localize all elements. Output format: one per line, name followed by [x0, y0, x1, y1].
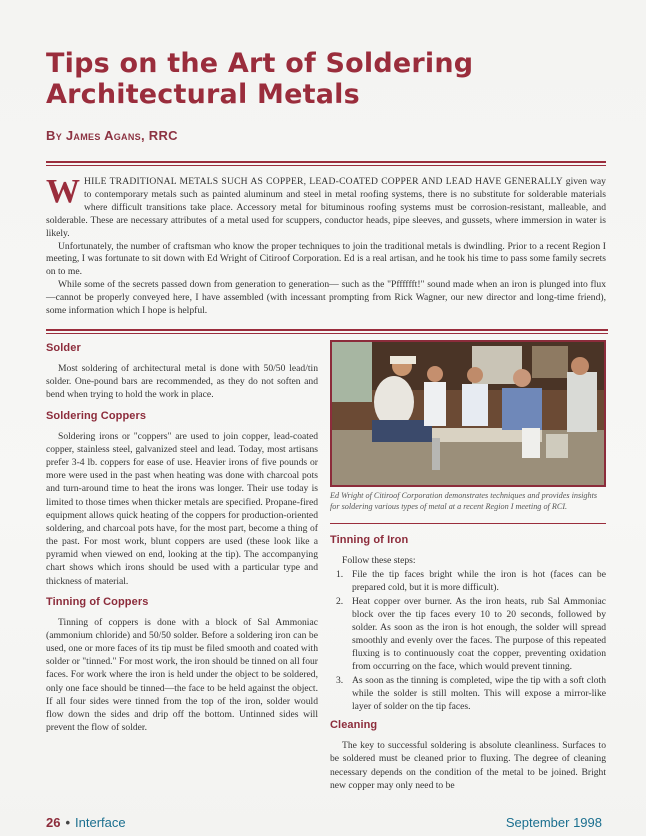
heading-cleaning: Cleaning	[330, 719, 378, 732]
page-number: 26	[46, 815, 61, 830]
section-rule-thick	[46, 329, 608, 331]
title-line-1: Tips on the Art of Soldering	[46, 48, 474, 79]
section-rule-thin	[46, 333, 608, 334]
title-rule-thin	[46, 165, 606, 166]
right-column	[330, 534, 606, 792]
paragraph-solder: Most soldering of architectural metal is done with 50/50 lead/tin solder. One-pound bars are recommended, as they do not soften and bend when trying to hold the work in place.	[46, 363, 318, 401]
steps-intro: Follow these steps:	[342, 555, 416, 567]
title-rule-thick	[46, 161, 606, 163]
article-photo	[330, 340, 606, 487]
issue-date: September 1998	[505, 815, 602, 830]
heading-soldering-coppers: Soldering Coppers	[46, 409, 147, 422]
list-item: 3. As soon as the tinning is completed, wipe the tip with a soft cloth while the solder is still molten. This will expose a mirror-like layer of solder on the tip faces.	[336, 674, 606, 712]
heading-tinning-coppers: Tinning of Coppers	[46, 595, 149, 608]
left-column	[46, 342, 318, 734]
drop-cap: W	[46, 173, 80, 210]
intro-section	[46, 173, 606, 318]
footer-separator: •	[65, 815, 71, 830]
paragraph-soldering-coppers: Soldering irons or "coppers" are used to join copper, lead-coated copper, stainless steel, galvanized steel and lead. Today, most artisans prefer 3-4 lb. coppers for ease of use. Heavier irons of five pounds or more were used in the past when heating was done with charcoal pots and turn-around time to heat the irons was longer. Their use today is limited to those times when thicker metals are specified. Propane-fired equipment allows quick heating of the coppers for production-oriented soldering, and charcoal pots have, for the most part, become a thing of the past. For most work, blunt coppers are used (these look like a pyramid when viewed on end, looking at the tip). The accompanying chart shows which irons should be used with a particular type and thickness of material.	[46, 430, 318, 587]
paragraph-tinning-coppers: Tinning of coppers is done with a block of Sal Ammoniac (ammonium chloride) and 50/50 solder. Before a soldering iron can be used, one or more faces of its tip must be filed smooth and coated with solder or "tinned." For most work, the iron should be tinned on all four faces. For work where the iron is held under the object to be soldered, only one face should be tinned—the face to be held against the object. If all four sides were tinned from the top of the iron, solder would flow down the sides and drip off the bottom. Untinned sides will prevent the flow of solder.	[46, 616, 318, 734]
caption-rule	[330, 523, 606, 524]
soldering-demo-photo	[332, 342, 604, 485]
article-title	[46, 48, 606, 110]
intro-paragraph-2: Unfortunately, the number of craftsman who know the proper techniques to join the traditional metals is dwindling. Prior to a recent Region I meeting, I was fortunate to sit down with Ed Wright of Citiroof Corporation. Ed is a real artisan, and he took his time to pass some family secrets on to me.	[46, 240, 606, 278]
magazine-name: Interface	[75, 815, 126, 830]
steps-list	[330, 568, 606, 713]
intro-p1-rest: given way to contemporary metals such as painted aluminum and steel in metal roofing systems, there is no substitute for solderable materials where difficult transitions take place. Accessory metal for bituminous roofing systems must be corrosion-resistant, malleable, and solderable. These are necessary attributes of a metal used for scuppers, conductor heads, pipe sleeves, and gussets, where immersion in water is likely.	[46, 176, 606, 239]
list-item: 2. Heat copper over burner. As the iron heats, rub Sal Ammoniac block over the tip faces every 10 to 20 seconds, followed by solder. As soon as the iron is hot enough, the solder will spread smoothly and evenly over the faces. The purpose of this repeated fluxing is to continuously coat the copper, preventing oxidation from occurring on the face, which would prevent tinning.	[336, 595, 606, 673]
paragraph-cleaning: The key to successful soldering is absolute cleanliness. Surfaces to be soldered must be cleaned prior to fluxing. The degree of cleaning necessary depends on the condition of the metal to be joined. Bright new copper may only need to be	[330, 740, 606, 791]
byline: By James Agans, RRC	[46, 128, 178, 143]
title-line-2: Architectural Metals	[46, 79, 360, 110]
photo-caption: Ed Wright of Citiroof Corporation demonstrates techniques and provides insights for soldering various types of metal at a recent Region I meeting of RCI.	[330, 491, 598, 511]
list-item: 1. File the tip faces bright while the iron is hot (faces can be prepared cold, but it is more difficult).	[336, 569, 606, 594]
footer-left	[46, 815, 126, 830]
intro-paragraph-3: While some of the secrets passed down from generation to generation— such as the "Pfffffft!" sound made when an iron is plunged into flux—cannot be properly conveyed here, I have assembled (with incessant prompting from Rick Wagner, our new director and long-time friend), some information which I hope is helpful.	[46, 279, 606, 317]
intro-paragraph-1	[46, 173, 606, 241]
intro-lead-caps: HILE TRADITIONAL METALS SUCH AS COPPER, LEAD-COATED COPPER AND LEAD HAVE GENERALLY	[84, 176, 563, 187]
heading-tinning-iron: Tinning of Iron	[330, 534, 409, 546]
heading-solder: Solder	[46, 342, 81, 354]
